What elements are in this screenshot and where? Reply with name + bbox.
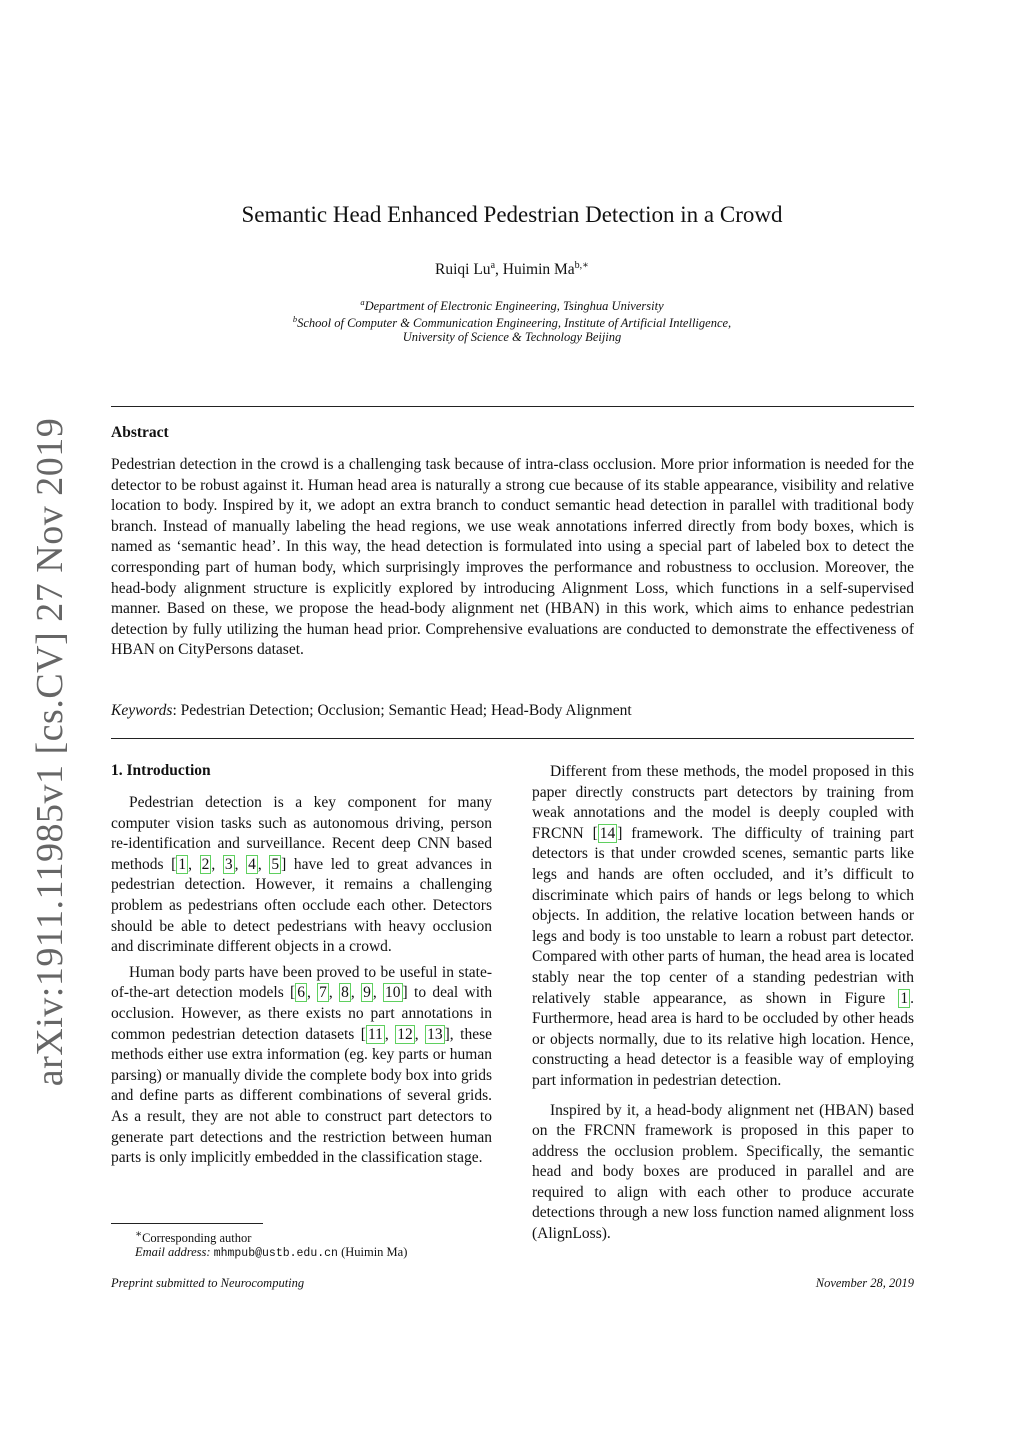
affiliation-text: School of Computer & Communication Engineering, Institute of Artificial Intelligence,	[297, 316, 732, 331]
affiliation-mark: a	[360, 297, 365, 307]
citation-link[interactable]: 9	[363, 984, 371, 1002]
affiliation-line	[0, 314, 1024, 331]
citation-link[interactable]: 4	[248, 855, 256, 873]
paragraph: Different from these methods, the model proposed in this paper directly constructs part detectors by training from weak annotations and the model is deeply coupled with FRCNN [ 14 ] framework. The difficulty of training part detectors is that under crowded scenes, semantic parts like legs and hands are often occluded, and it’s difficult to discriminate which pairs of hands or legs belong to which objects. In addition, the relative location between hands or legs and body is too unstable to learn a robust part detector. Compared with other parts of human, the head area is located stably near the top center of a standing pedestrian with relatively stable appearance, as shown in Figure 1 . Furthermore, head area is hard to be occluded by other heads or objects normally, due to its relative high location. Hence, constructing a head detector is a feasible way of employing part information in pedestrian detection.	[532, 763, 914, 1089]
citation-link[interactable]: 3	[224, 855, 233, 873]
citation-link[interactable]: 1	[178, 855, 187, 873]
author-affiliation-mark: b,∗	[574, 260, 589, 271]
affiliation-mark: b	[292, 314, 298, 324]
citation-link[interactable]: 11	[367, 1025, 383, 1043]
citation-link[interactable]: 5	[271, 855, 280, 873]
author-name: Ruiqi Lu	[435, 261, 491, 279]
citation-link[interactable]: 12	[397, 1025, 413, 1043]
affiliation-line: University of Science & Technology Beijing	[402, 330, 622, 344]
citation-link[interactable]: 6	[297, 984, 305, 1002]
citation-link[interactable]: 14	[599, 824, 616, 842]
citation-link[interactable]: 7	[319, 984, 327, 1002]
top-rule	[111, 406, 914, 407]
keywords	[111, 702, 632, 720]
author-affiliation-mark: a	[490, 260, 496, 271]
affiliation-line	[0, 297, 1024, 314]
figure-link[interactable]: 1	[900, 989, 909, 1007]
abstract-text: Pedestrian detection in the crowd is a challenging task because of intra-class occlusion. More prior information is needed for the detector to be robust against it. Human head area is naturally a strong cue because of its stable appearance, visibility and relative location to body. Inspired by it, we adopt an extra branch to conduct semantic head detection in parallel with traditional body branch. Instead of manually labeling the head regions, we use weak annotations inferred directly from body boxes, which is named as ‘semantic head’. In this way, the head detection is formulated into using a special part of labeled box to detect the corresponding part of human body, which surprisingly improves the performance and robustness to occlusion. Moreover, the head-body alignment structure is explicitly explored by introducing Alignment Loss, which functions in a self-supervised manner. Based on these, we propose the head-body alignment net (HBAN) in this work, which aims to enhance pedestrian detection by fully utilizing the human head prior. Comprehensive evaluations are conducted to demonstrate the effectiveness of HBAN on CityPersons dataset.	[111, 456, 914, 659]
author-separator: ,	[495, 261, 503, 279]
right-column	[532, 762, 914, 1245]
affiliation-text: Department of Electronic Engineering, Tsinghua University	[364, 299, 664, 314]
email-address[interactable]: mhmpub@ustb.edu.cn	[213, 1247, 338, 1260]
abstract-heading: Abstract	[111, 424, 169, 441]
citation-link[interactable]: 2	[201, 855, 210, 873]
arxiv-sidebar-stamp: arXiv:1911.11985v1 [cs.CV] 27 Nov 2019	[29, 417, 71, 1087]
left-column	[111, 793, 492, 1169]
paragraph: Inspired by it, a head-body alignment net (HBAN) based on the FRCNN framework is proposed in this paper to address the occlusion problem. Specifically, the semantic head and body boxes are produced in parallel and are required to align with each other to produce accurate detections through a new loss function named alignment loss (AlignLoss).	[532, 1101, 914, 1243]
keywords-label: Keywords	[111, 702, 173, 719]
footnote-email: Email address: mhmpub@ustb.edu.cn (Huimin Ma)	[135, 1245, 408, 1260]
citation-link[interactable]: 8	[341, 984, 349, 1002]
section-heading: 1. Introduction	[111, 762, 211, 779]
footer-journal: Preprint submitted to Neurocomputing	[111, 1276, 305, 1290]
email-label: Email address:	[135, 1245, 211, 1259]
footnote-corresponding: ∗Corresponding author	[135, 1229, 252, 1246]
keywords-list: : Pedestrian Detection; Occlusion; Semantic Head; Head-Body Alignment	[172, 702, 632, 719]
paragraph: Pedestrian detection is a key component for many computer vision tasks such as autonomous driving, person re-identification and surveillance. Recent deep CNN based methods [ 1 , 2 , 3 , 4 , 5 ] have led to great advances in pedestrian detection. However, it remains a challenging problem as pedestrians often occlude each other. Detectors should be able to detect pedestrians with heavy occlusion and discriminate different objects in a crowd.	[111, 794, 493, 956]
paragraph: Human body parts have been proved to be useful in state-of-the-art detection models [ 6 , 7 , 8 , 9 , 10 ] to deal with occlusion. However, as there exists no part annotations in common pedestrian detection datasets [ 11 , 12 , 13 ], these methods either use extra information (eg. key parts or human parsing) or manually divide the complete body box into grids and define parts as different combinations of several grids. As a result, they are not able to construct part detectors to generate part detections and the restriction between human parts is only implicitly embedded in the classification stage.	[111, 963, 493, 1167]
citation-link[interactable]: 10	[385, 984, 401, 1002]
footnote-rule	[111, 1223, 263, 1224]
bottom-rule	[111, 738, 914, 739]
citation-link[interactable]: 13	[427, 1025, 443, 1043]
author-name: Huimin Ma	[502, 261, 575, 279]
author-line	[0, 260, 1024, 279]
paper-title: Semantic Head Enhanced Pedestrian Detection in a Crowd	[241, 202, 783, 227]
footer-date: November 28, 2019	[815, 1276, 914, 1290]
footnote-mark: ∗	[135, 1229, 143, 1240]
